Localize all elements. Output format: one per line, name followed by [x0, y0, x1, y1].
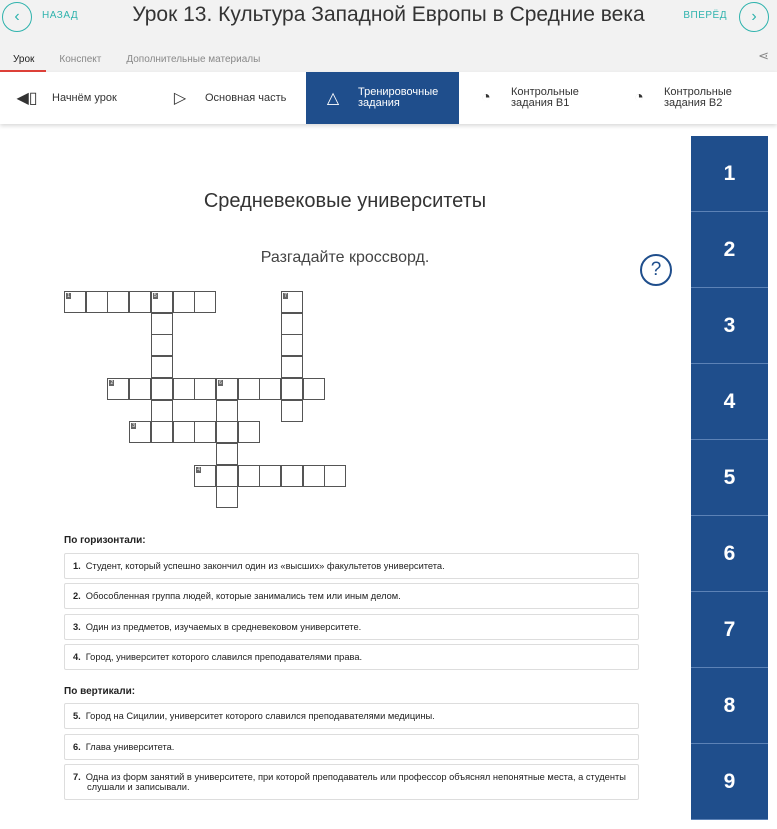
crossword-cell[interactable]	[281, 291, 303, 313]
vertical-clues-title: По вертикали:	[64, 686, 136, 697]
crossword-cell[interactable]	[129, 378, 151, 400]
chevron-right-icon[interactable]: ›	[739, 2, 769, 32]
clue-vertical-5	[64, 703, 639, 729]
task-number-2[interactable]: 2	[691, 212, 768, 288]
stage-start[interactable]	[0, 72, 153, 124]
lesson-tabs	[0, 50, 272, 72]
crossword-cell[interactable]	[216, 378, 238, 400]
task-number-panel	[691, 136, 768, 820]
crossword-cell[interactable]	[303, 465, 325, 487]
tab-summary[interactable]: Конспект	[59, 54, 102, 65]
task-instruction: Разгадайте кроссворд.	[260, 249, 430, 266]
stage-control-b1[interactable]	[459, 72, 612, 124]
crossword-cell[interactable]	[151, 378, 173, 400]
crossword-cell[interactable]	[303, 378, 325, 400]
clue-text: Одна из форм занятий в университете, при которой преподаватель или профессор объяснял непонятные места, а студенты слушали и записывали.	[85, 772, 626, 792]
clue-horizontal-4	[64, 644, 639, 670]
crossword-number: 6	[219, 379, 222, 386]
crossword-cell[interactable]	[173, 291, 195, 313]
clue-vertical-7	[64, 764, 639, 800]
clue-horizontal-1	[64, 553, 639, 579]
clue-text: Один из предметов, изучаемых в средневековом университете.	[85, 622, 362, 632]
crossword-cell[interactable]	[281, 400, 303, 422]
task-number-1[interactable]: 1	[691, 136, 768, 212]
forward-button[interactable]: ВПЕРЁД	[683, 10, 727, 21]
crossword-cell[interactable]	[194, 421, 216, 443]
pyramid-icon: △	[326, 90, 340, 107]
clue-text: Город на Сицилии, университет которого славился преподавателями медицины.	[85, 711, 435, 721]
crossword-cell[interactable]	[173, 378, 195, 400]
page-title: Урок 13. Культура Западной Европы в Средние века	[132, 3, 645, 26]
crossword-cell[interactable]	[151, 334, 173, 356]
crossword-cell[interactable]	[107, 291, 129, 313]
tab-lesson[interactable]: Урок	[0, 50, 46, 72]
stage-label: Основная часть	[205, 91, 287, 104]
crossword-cell[interactable]	[216, 465, 238, 487]
crossword-number: 1	[67, 293, 70, 299]
crossword-cell[interactable]	[324, 465, 346, 487]
clue-text: Обособленная группа людей, которые занимались тем или иным делом.	[85, 591, 401, 601]
crossword-cell[interactable]	[281, 334, 303, 356]
crossword-cell[interactable]	[216, 421, 238, 443]
task-number-4[interactable]: 4	[691, 364, 768, 440]
crossword-cell[interactable]	[194, 291, 216, 313]
task-number-8[interactable]: 8	[691, 668, 768, 744]
crossword-cell[interactable]	[238, 465, 260, 487]
crossword-cell[interactable]	[129, 291, 151, 313]
crossword-cell[interactable]	[151, 313, 173, 335]
crossword-cell[interactable]	[194, 378, 216, 400]
horizontal-clues-title: По горизонтали:	[64, 535, 146, 546]
lesson-stages	[0, 72, 777, 124]
crossword-cell[interactable]	[151, 400, 173, 422]
clue-text: Город, университет которого славился преподавателями права.	[85, 652, 363, 662]
task-number-9[interactable]: 9	[691, 744, 768, 820]
stage-label: Контрольные задания B1	[511, 86, 579, 109]
task-number-6[interactable]: 6	[691, 516, 768, 592]
clue-number: 4.	[73, 652, 81, 662]
crossword-cell[interactable]	[238, 421, 260, 443]
crossword-number: 3	[132, 423, 135, 430]
clue-horizontal-3	[64, 614, 639, 640]
clue-number: 6.	[73, 742, 81, 752]
task-number-5[interactable]: 5	[691, 440, 768, 516]
crossword-cell[interactable]	[238, 378, 260, 400]
stage-label: Тренировочные задания	[358, 86, 439, 109]
stage-main[interactable]	[153, 72, 306, 124]
crossword-cell[interactable]	[129, 421, 151, 443]
crossword-cell[interactable]	[281, 313, 303, 335]
clue-number: 2.	[73, 591, 81, 601]
clue-horizontal-2	[64, 583, 639, 609]
stopwatch-icon: ◔	[481, 89, 491, 106]
crossword-cell[interactable]	[151, 356, 173, 378]
clue-number: 1.	[73, 561, 81, 571]
top-bar	[0, 0, 777, 72]
task-number-7[interactable]: 7	[691, 592, 768, 668]
crossword-cell[interactable]	[64, 291, 86, 313]
crossword-cell[interactable]	[281, 465, 303, 487]
crossword-cell[interactable]	[216, 486, 238, 508]
stage-training[interactable]	[306, 72, 459, 124]
crossword-cell[interactable]	[86, 291, 108, 313]
task-number-3[interactable]: 3	[691, 288, 768, 364]
crossword-cell[interactable]	[216, 443, 238, 465]
crossword-cell[interactable]	[194, 465, 216, 487]
clue-number: 3.	[73, 622, 81, 632]
tab-extra-materials[interactable]: Дополнительные материалы	[126, 54, 261, 65]
crossword-cell[interactable]	[281, 378, 303, 400]
clue-number: 7.	[73, 772, 81, 782]
back-button[interactable]: НАЗАД	[42, 10, 79, 21]
clue-number: 5.	[73, 711, 81, 721]
crossword-number: 4	[197, 466, 201, 473]
crossword-number: 5	[153, 293, 157, 299]
crossword-cell[interactable]	[151, 421, 173, 443]
stage-label: Контрольные задания B2	[664, 86, 732, 109]
crossword-number: 2	[110, 379, 114, 386]
crossword-cell[interactable]	[259, 378, 281, 400]
crossword-cell[interactable]	[281, 356, 303, 378]
crossword-cell[interactable]	[173, 421, 195, 443]
stage-control-b2[interactable]	[612, 72, 765, 124]
help-button[interactable]: ?	[640, 254, 672, 286]
crossword-cell[interactable]	[259, 465, 281, 487]
crossword-cell[interactable]	[151, 291, 173, 313]
megaphone-icon: ◀▯	[16, 90, 38, 107]
stage-label: Начнём урок	[52, 91, 117, 104]
clue-vertical-6	[64, 734, 639, 760]
task-title: Средневековые университеты	[203, 190, 487, 212]
crossword-cell[interactable]	[216, 400, 238, 422]
chevron-left-icon[interactable]: ‹	[2, 2, 32, 32]
stopwatch-icon: ◔	[634, 89, 644, 106]
clue-text: Студент, который успешно закончил один из «высших» факультетов университета.	[85, 561, 445, 571]
crossword-number: 7	[284, 293, 287, 299]
crossword-cell[interactable]	[107, 378, 129, 400]
clue-text: Глава университета.	[85, 742, 175, 752]
share-icon[interactable]: ⋖	[758, 48, 769, 63]
play-icon: ▷	[173, 90, 187, 107]
